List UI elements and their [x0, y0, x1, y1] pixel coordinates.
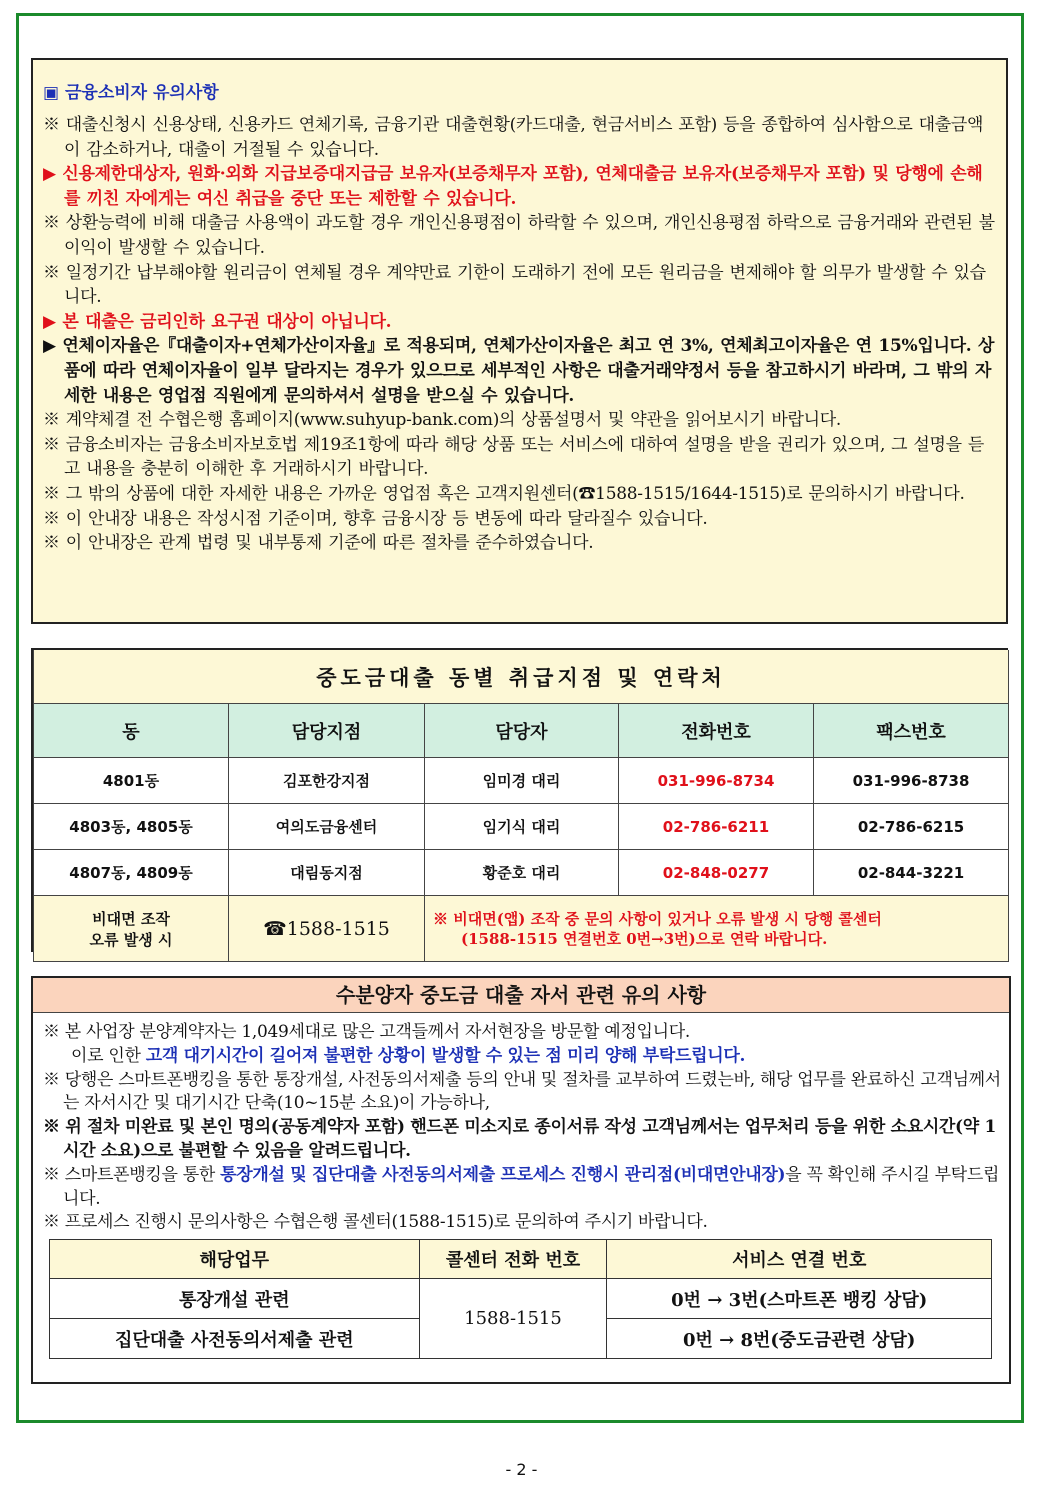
cell-branch: 김포한강지점 [229, 758, 425, 804]
table-row [34, 804, 1009, 850]
notice-line: ▶ 본 대출은 금리인하 요구권 대상이 아닙니다. [43, 311, 392, 332]
header-dong: 동 [34, 704, 229, 758]
cell-manager: 임미경 대리 [425, 758, 619, 804]
service-number-1: 0번 → 3번(스마트폰 뱅킹 상담) [607, 1279, 992, 1319]
cell-fax: 02-844-3221 [814, 850, 1009, 896]
visit-line-4: ※ 위 절차 미완료 및 본인 명의(공동계약자 포함) 핸드폰 미소지로 종이서류 작성 고객님께서는 업무처리 등을 위한 소요시간(약 1시간 소요)으로 불편할 수 있음을 알려드립니다. [43, 1117, 997, 1161]
notice-line: ※ 대출신청시 신용상태, 신용카드 연체기록, 금융기관 대출현황(카드대출, 현금서비스 포함) 등을 종합하여 심사함으로 대출금액이 감소하거나, 대출이 거절될 수 있습니다. [43, 115, 984, 160]
notice-line: ▶ 연체이자율은『대출이자+연체가산이자율』로 적용되며, 연체가산이자율은 최고 연 3%, 연체최고이자율은 연 15%입니다. 상품에 따라 연체이자율이 일부 달라지는 경우가 있으므로 세부적인 사항은 대출거래약정서 등을 참고하시기 바라며, 그 밖의 자세한 내용은 영업점 직원에게 문의하셔서 설명을 받으실 수 있습니다. [43, 336, 995, 406]
visit-line-2-highlight: 고객 대기시간이 길어져 불편한 상황이 발생할 수 있는 점 미리 양해 부탁드립니다. [145, 1045, 746, 1066]
signing-notice-box [31, 976, 1011, 1384]
table-row [34, 758, 1009, 804]
notice-line: ※ 그 밖의 상품에 대한 자세한 내용은 가까운 영업점 혹은 고객지원센터(☎1588-1515/1644-1515)로 문의하시기 바랍니다. [43, 483, 965, 504]
notice-title: ▣ 금융소비자 유의사항 [43, 83, 219, 103]
callcenter-number: 1588-1515 [419, 1279, 607, 1359]
header-fax: 팩스번호 [814, 704, 1009, 758]
contact-table-header [34, 704, 1009, 758]
cell-phone: 02-786-6211 [619, 804, 814, 850]
cell-dong: 4807동, 4809동 [34, 850, 229, 896]
remote-note-line1: ※ 비대면(앱) 조작 중 문의 사항이 있거나 오류 발생 시 당행 콜센터 [433, 909, 882, 928]
remote-error-note [425, 896, 1009, 962]
header-task: 해당업무 [50, 1240, 420, 1279]
cell-phone: 031-996-8734 [619, 758, 814, 804]
visit-line-2 [43, 1045, 1001, 1069]
task-account-open: 통장개설 관련 [50, 1279, 420, 1319]
remote-label-line2: 오류 발생 시 [89, 930, 173, 949]
header-branch: 담당지점 [229, 704, 425, 758]
remote-note-line2: (1588-1515 연결번호 0번→3번)으로 연락 바랍니다. [461, 929, 828, 948]
branch-contact-table [33, 650, 1009, 962]
signing-notice-body [33, 1013, 1009, 1359]
cell-branch: 대림동지점 [229, 850, 425, 896]
signing-notice-title: 수분양자 중도금 대출 자서 관련 유의 사항 [33, 978, 1009, 1013]
visit-line-5-highlight: 통장개설 및 집단대출 사전동의서제출 프로세스 진행시 관리점(비대면안내장) [220, 1164, 786, 1185]
cell-dong: 4803동, 4805동 [34, 804, 229, 850]
table-row [34, 850, 1009, 896]
cell-manager: 임기식 대리 [425, 804, 619, 850]
notice-line: ※ 계약체결 전 수협은행 홈페이지(www.suhyup-bank.com)의 상품설명서 및 약관을 읽어보시기 바랍니다. [43, 410, 841, 431]
task-consent-submit: 집단대출 사전동의서제출 관련 [50, 1319, 420, 1359]
header-callcenter: 콜센터 전화 번호 [419, 1240, 607, 1279]
service-table-header [50, 1240, 992, 1279]
remote-error-row [34, 896, 1009, 962]
notice-line: ※ 상환능력에 비해 대출금 사용액이 과도할 경우 개인신용평점이 하락할 수 있으며, 개인신용평점 하락으로 금융거래와 관련된 불이익이 발생할 수 있습니다. [43, 213, 995, 258]
visit-line-6: ※ 프로세스 진행시 문의사항은 수협은행 콜센터(1588-1515)로 문의하여 주시기 바랍니다. [43, 1212, 708, 1233]
remote-callcenter-tel: ☎1588-1515 [229, 896, 425, 962]
cell-phone: 02-848-0277 [619, 850, 814, 896]
notice-line: ※ 일정기간 납부해야할 원리금이 연체될 경우 계약만료 기한이 도래하기 전에 모든 원리금을 변제해야 할 의무가 발생할 수 있습니다. [43, 262, 986, 308]
consumer-notice-box [31, 58, 1008, 624]
service-number-2: 0번 → 8번(중도금관련 상담) [607, 1319, 992, 1359]
notice-line: ※ 이 안내장 내용은 작성시점 기준이며, 향후 금융시장 등 변동에 따라 달라질수 있습니다. [43, 508, 708, 529]
table-row [50, 1279, 992, 1319]
branch-contact-box [31, 648, 1008, 952]
service-number-table [49, 1239, 992, 1359]
notice-lines [43, 113, 996, 556]
visit-line-5-post: 을 꼭 확인해 주시길 부탁드립니다. [63, 1164, 1000, 1209]
visit-line-5 [43, 1164, 1001, 1212]
visit-line-1: ※ 본 사업장 분양계약자는 1,049세대로 많은 고객들께서 자서현장을 방문할 예정입니다. [43, 1022, 690, 1042]
cell-dong: 4801동 [34, 758, 229, 804]
header-service-number: 서비스 연결 번호 [607, 1240, 992, 1279]
cell-manager: 황준호 대리 [425, 850, 619, 896]
header-phone: 전화번호 [619, 704, 814, 758]
header-manager: 담당자 [425, 704, 619, 758]
notice-line: ※ 금융소비자는 금융소비자보호법 제19조1항에 따라 해당 상품 또는 서비스에 대하여 설명을 받을 권리가 있으며, 그 설명을 듣고 내용을 충분히 이해한 후 거래하시기 바랍니다. [43, 434, 984, 480]
notice-line: ▶ 신용제한대상자, 원화·외화 지급보증대지급금 보유자(보증채무자 포함), 연체대출금 보유자(보증채무자 포함) 및 당행에 손해를 끼친 자에게는 여신 취급을 중단 또는 제한할 수 있습니다. [43, 164, 983, 209]
remote-error-label [34, 896, 229, 962]
cell-fax: 031-996-8738 [814, 758, 1009, 804]
notice-line: ※ 이 안내장은 관계 법령 및 내부통제 기준에 따른 절차를 준수하였습니다. [43, 533, 594, 554]
cell-fax: 02-786-6215 [814, 804, 1009, 850]
remote-label-line1: 비대면 조작 [92, 909, 170, 928]
visit-line-2-pre: 이로 인한 [71, 1045, 146, 1066]
visit-line-5-pre: ※ 스마트폰뱅킹을 통한 [43, 1164, 221, 1185]
cell-branch: 여의도금융센터 [229, 804, 425, 850]
page-number: - 2 - [505, 1460, 538, 1479]
contact-table-title: 중도금대출 동별 취급지점 및 연락처 [34, 650, 1009, 704]
visit-line-3: ※ 당행은 스마트폰뱅킹을 통한 통장개설, 사전동의서제출 등의 안내 및 절차를 교부하여 드렸는바, 해당 업무를 완료하신 고객님께서는 자서시간 및 대기시간 단축(10~15분 소요)이 가능하나, [43, 1069, 1001, 1114]
